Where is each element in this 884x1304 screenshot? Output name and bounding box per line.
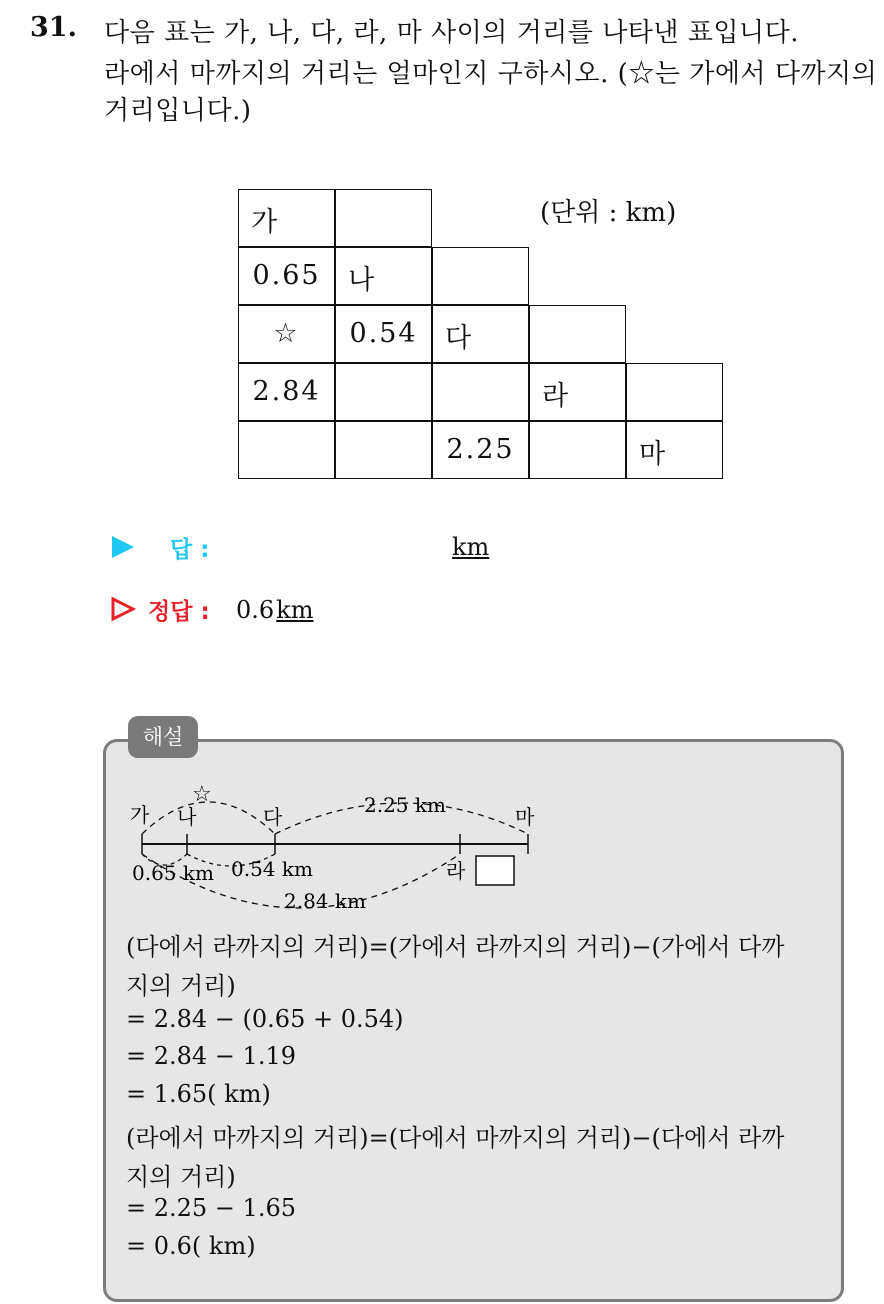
question-text-line-2: 라에서 마까지의 거리는 얼마인지 구하시오. (☆는 가에서 다까지의 [104, 59, 878, 89]
solution-line-7: 지의 거리) [126, 1163, 236, 1191]
point-label-ma: 마 [515, 805, 535, 829]
label-ga: 가 [251, 207, 278, 238]
table-unit-note: (단위 : km) [540, 198, 677, 228]
value-star: ☆ [273, 318, 300, 349]
unknown-box [476, 856, 514, 885]
solution-line-9: = 0.6( km) [126, 1232, 256, 1260]
label-na: 나 [348, 265, 375, 296]
table-cell-ga [238, 189, 335, 247]
table-cell-empty [626, 363, 723, 421]
point-label-da: 다 [263, 805, 283, 829]
correct-arrow-icon [110, 596, 136, 622]
value-da-na: 0.54 [349, 318, 418, 349]
solution-line-3: = 2.84 − (0.65 + 0.54) [126, 1005, 404, 1033]
table-cell-na [335, 247, 432, 305]
diagram-label-ga-ra: 2.84 km [284, 889, 366, 913]
solution-line-1: (다에서 라까지의 거리)=(가에서 라까지의 거리)−(가에서 다까 [126, 933, 785, 961]
table-cell-da [432, 305, 529, 363]
question-number: 31. [30, 12, 77, 43]
table-cell-ma-da [432, 421, 529, 479]
solution-tag: 해설 [128, 716, 198, 758]
answer-arrow-icon [110, 534, 136, 560]
correct-answer [236, 596, 313, 624]
table-cell-empty [529, 421, 626, 479]
table-cell-empty [432, 363, 529, 421]
value-ma-da: 2.25 [446, 434, 515, 465]
label-ma: 마 [639, 439, 666, 470]
table-cell-empty [529, 305, 626, 363]
table-cell-empty [432, 247, 529, 305]
table-cell-empty [335, 189, 432, 247]
answer-unit: km [452, 533, 490, 561]
solution-line-8: = 2.25 − 1.65 [126, 1194, 296, 1222]
star-icon: ☆ [192, 782, 212, 807]
solution-line-6: (라에서 마까지의 거리)=(다에서 마까지의 거리)−(다에서 라까 [126, 1124, 785, 1152]
point-label-ra: 라 [446, 859, 466, 883]
table-cell-na-ga [238, 247, 335, 305]
solution-line-5: = 1.65( km) [126, 1080, 271, 1108]
table-cell-empty [335, 421, 432, 479]
point-label-na: 나 [177, 805, 197, 829]
table-cell-da-ga [238, 305, 335, 363]
distance-diagram [110, 772, 550, 917]
diagram-label-ga-na: 0.65 km [132, 861, 214, 885]
label-ra: 라 [542, 381, 569, 412]
diagram-label-da-ma: 2.25 km [364, 793, 446, 817]
table-cell-empty [238, 421, 335, 479]
table-cell-da-na [335, 305, 432, 363]
value-na-ga: 0.65 [252, 260, 321, 291]
label-da: 다 [445, 323, 472, 354]
table-cell-empty [335, 363, 432, 421]
solution-line-4: = 2.84 − 1.19 [126, 1042, 296, 1070]
diagram-label-na-da: 0.54 km [231, 857, 313, 881]
table-cell-ra [529, 363, 626, 421]
table-cell-ma [626, 421, 723, 479]
question-text-line-1: 다음 표는 가, 나, 다, 라, 마 사이의 거리를 나타낸 표입니다. [104, 18, 800, 48]
question-text-line-3: 거리입니다.) [104, 96, 252, 126]
answer-label: 답 : [170, 537, 210, 563]
correct-answer-value: 0.6 [236, 596, 275, 624]
solution-line-2: 지의 거리) [126, 972, 236, 1000]
correct-answer-unit: km [276, 596, 314, 624]
point-label-ga: 가 [130, 803, 150, 827]
value-ra-ga: 2.84 [252, 376, 321, 407]
table-cell-ra-ga [238, 363, 335, 421]
correct-answer-label: 정답 : [148, 599, 210, 625]
